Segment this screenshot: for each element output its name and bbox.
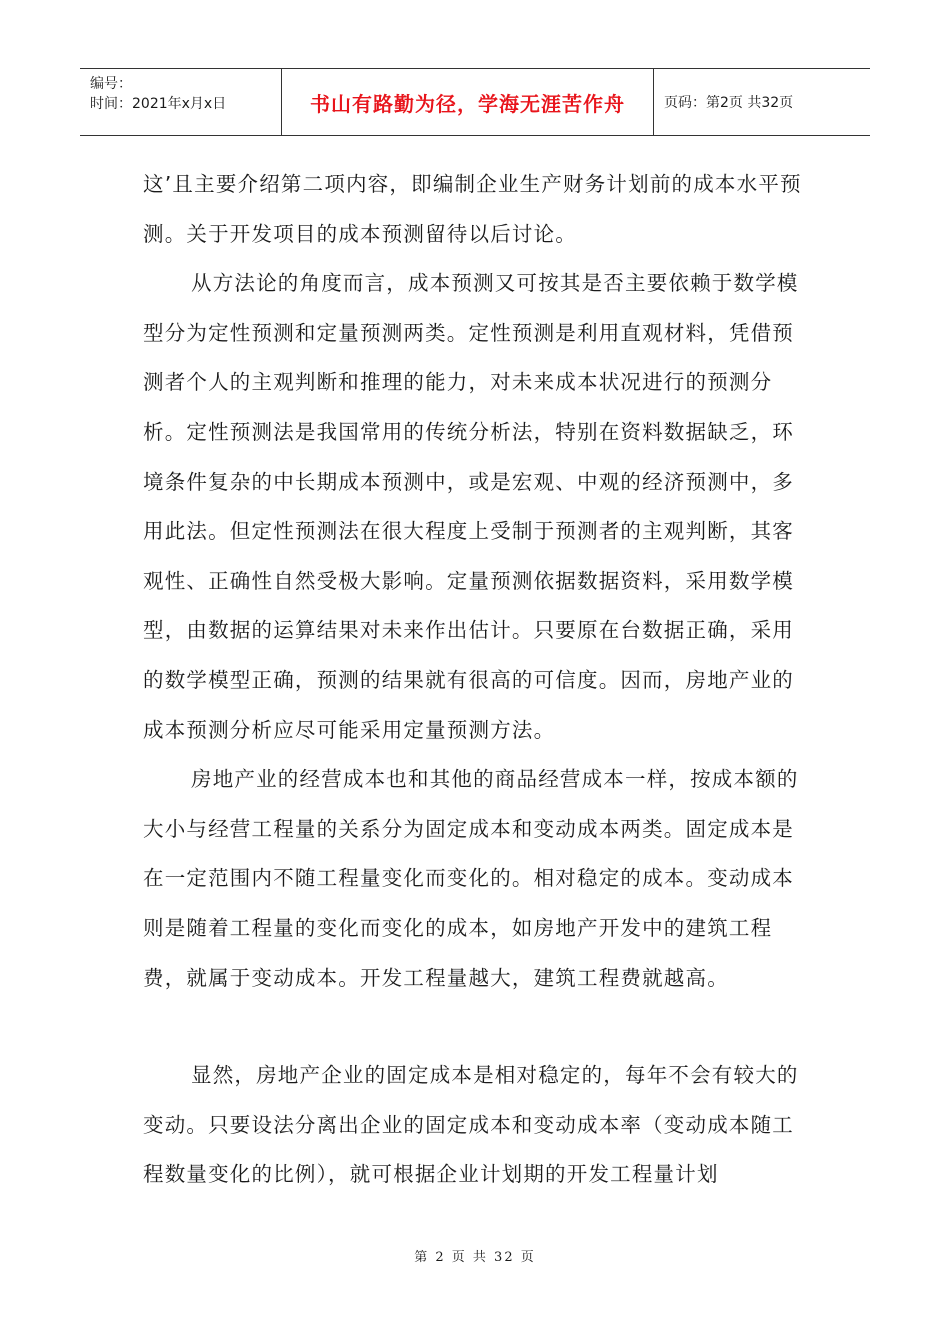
document-number: 编号： xyxy=(90,76,132,92)
page-footer: 第 2 页 共 32 页 xyxy=(414,1250,536,1265)
paragraph: 这’且主要介绍第二项内容，即编制企业生产财务计划前的成本水平预测。关于开发项目的成本预测留待以后讨论。 xyxy=(143,172,802,246)
page-header xyxy=(80,68,870,136)
header-motto: 书山有路勤为径，学海无涯苦作舟 xyxy=(282,69,654,135)
header-info xyxy=(80,69,282,135)
document-body xyxy=(143,160,813,1200)
paragraph: 从方法论的角度而言，成本预测又可按其是否主要依赖于数学模型分为定性预测和定量预测两类。定性预测是利用直观材料，凭借预测者个人的主观判断和推理的能力，对未来成本状况进行的预测分析。定性预测法是我国常用的传统分析法，特别在资料数据缺乏，环境条件复杂的中长期成本预测中，或是宏观、中观的经济预测中，多用此法。但定性预测法在很大程度上受制于预测者的主观判断，其客观性、正确性自然受极大影响。定量预测依据数据资料，采用数学模型，由数据的运算结果对未来作出估计。只要原在台数据正确，采用的数学模型正确，预测的结果就有很高的可信度。因而，房地产业的成本预测分析应尽可能采用定量预测方法。 xyxy=(143,271,799,742)
paragraph: 房地产业的经营成本也和其他的商品经营成本一样，按成本额的大小与经营工程量的关系分为固定成本和变动成本两类。固定成本是在一定范围内不随工程量变化而变化的。相对稳定的成本。变动成本则是随着工程量的变化而变化的成本，如房地产开发中的建筑工程费，就属于变动成本。开发工程量越大，建筑工程费就越高。 xyxy=(143,767,799,990)
paragraph-gap xyxy=(143,1003,813,1051)
header-page-info: 页码：第2页 共32页 xyxy=(664,95,794,111)
paragraph: 显然，房地产企业的固定成本是相对稳定的，每年不会有较大的变动。只要设法分离出企业的固定成本和变动成本率（变动成本随工程数量变化的比例），就可根据企业计划期的开发工程量计划 xyxy=(143,1063,799,1187)
document-date: 时间：2021年x月x日 xyxy=(90,96,227,112)
